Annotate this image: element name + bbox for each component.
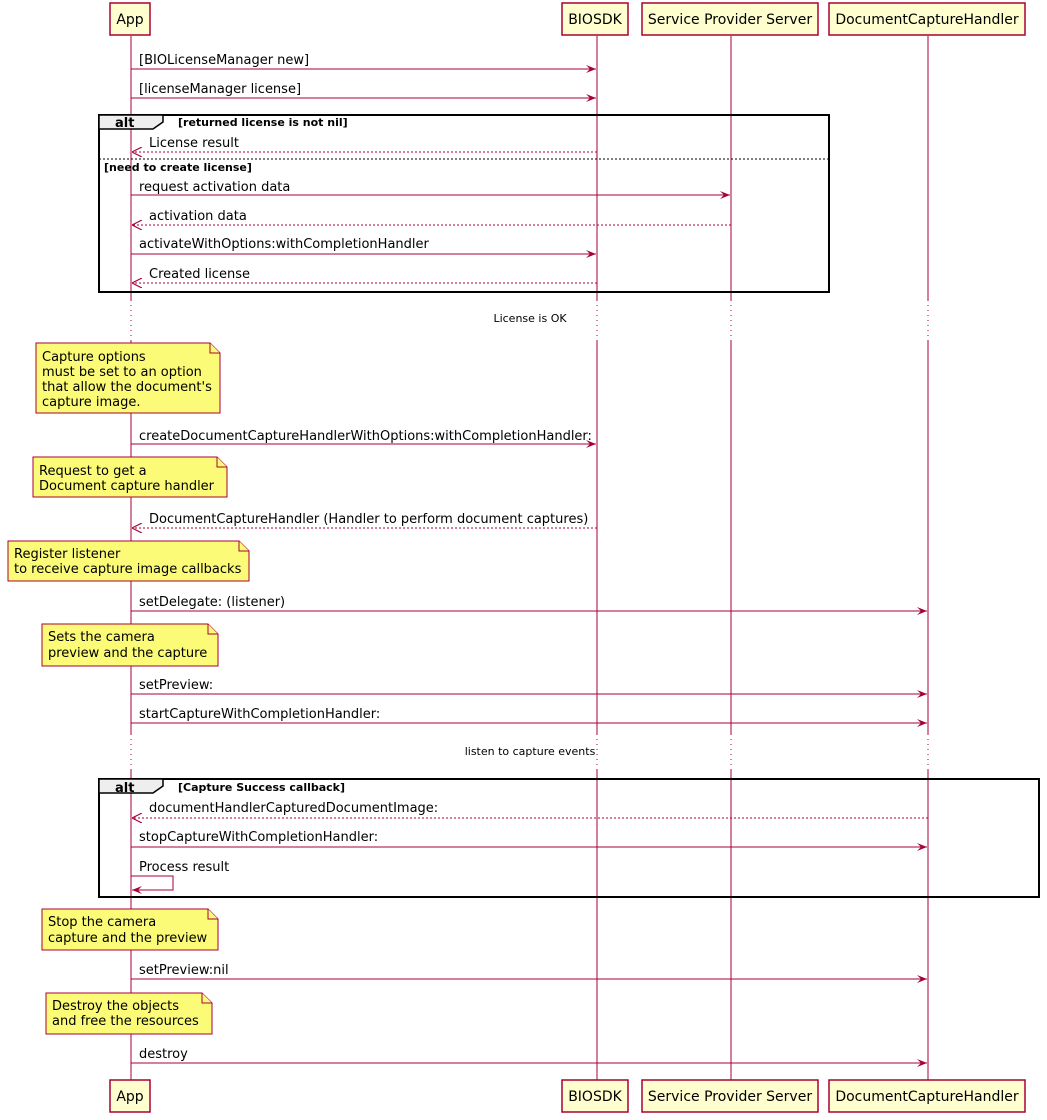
delay-listen-capture bbox=[100, 734, 960, 770]
participant-document-capture-handler-bottom bbox=[829, 1080, 1025, 1112]
message-request-activation-data bbox=[131, 180, 730, 195]
svg-text:Service Provider Server: Service Provider Server bbox=[647, 12, 813, 28]
svg-text:License result: License result bbox=[149, 136, 239, 151]
note-sets-camera-preview bbox=[42, 624, 218, 666]
message-stop-capture bbox=[131, 830, 927, 847]
message-created-license bbox=[132, 267, 597, 283]
delay-label: License is OK bbox=[493, 312, 567, 325]
note-request-handler bbox=[33, 457, 227, 497]
message-destroy bbox=[131, 1047, 927, 1063]
message-set-preview-nil bbox=[131, 963, 927, 979]
message-license-manager-license bbox=[131, 82, 596, 98]
message-set-delegate bbox=[131, 595, 927, 611]
alt-keyword: alt bbox=[115, 781, 135, 796]
message-process-result-self bbox=[131, 860, 229, 890]
svg-text:createDocumentCaptureHandlerWi: createDocumentCaptureHandlerWithOptions:withCompletionHandler: bbox=[139, 429, 592, 444]
svg-text:DocumentCaptureHandler (Handle: DocumentCaptureHandler (Handler to perform document captures) bbox=[149, 512, 589, 527]
svg-text:Stop the camera: Stop the camera bbox=[48, 915, 157, 930]
svg-text:activation data: activation data bbox=[149, 209, 247, 224]
note-register-listener bbox=[8, 541, 249, 581]
svg-text:App: App bbox=[116, 12, 144, 28]
message-license-manager-new bbox=[131, 53, 596, 69]
svg-text:Service Provider Server: Service Provider Server bbox=[647, 1089, 813, 1105]
participant-app-bottom bbox=[110, 1080, 150, 1112]
participant-biosdk-bottom bbox=[562, 1080, 628, 1112]
svg-text:and free the resources: and free the resources bbox=[52, 1014, 199, 1029]
svg-text:Request to get a: Request to get a bbox=[39, 464, 147, 479]
svg-text:Register listener: Register listener bbox=[14, 547, 121, 562]
svg-text:[BIOLicenseManager new]: [BIOLicenseManager new] bbox=[139, 53, 310, 68]
svg-text:Created license: Created license bbox=[149, 267, 250, 282]
message-activation-data bbox=[132, 209, 731, 225]
message-set-preview bbox=[131, 678, 927, 694]
svg-text:App: App bbox=[116, 1089, 144, 1105]
svg-text:destroy: destroy bbox=[139, 1047, 188, 1062]
delay-label: listen to capture events bbox=[464, 745, 596, 758]
svg-text:that allow the document's: that allow the document's bbox=[42, 380, 212, 395]
svg-text:Sets the camera: Sets the camera bbox=[48, 630, 155, 645]
svg-text:BIOSDK: BIOSDK bbox=[568, 1089, 622, 1105]
note-stop-camera bbox=[42, 909, 218, 950]
svg-text:DocumentCaptureHandler: DocumentCaptureHandler bbox=[835, 1089, 1019, 1105]
svg-text:BIOSDK: BIOSDK bbox=[568, 12, 622, 28]
message-start-capture bbox=[131, 707, 927, 723]
message-create-document-capture-handler bbox=[131, 429, 596, 444]
svg-text:Capture options: Capture options bbox=[42, 350, 146, 365]
svg-text:capture image.: capture image. bbox=[42, 395, 141, 410]
note-capture-options bbox=[36, 343, 220, 413]
svg-text:activateWithOptions:withComple: activateWithOptions:withCompletionHandler bbox=[139, 237, 429, 252]
alt-condition: [Capture Success callback] bbox=[178, 781, 346, 794]
message-license-result bbox=[132, 136, 597, 152]
svg-text:Process result: Process result bbox=[139, 860, 230, 875]
svg-text:capture and the preview: capture and the preview bbox=[48, 931, 208, 946]
message-document-capture-handler-returned bbox=[132, 512, 597, 528]
delay-license-ok bbox=[100, 300, 960, 340]
svg-text:preview and the capture: preview and the capture bbox=[48, 646, 208, 661]
svg-text:startCaptureWithCompletionHand: startCaptureWithCompletionHandler: bbox=[139, 707, 381, 722]
svg-text:DocumentCaptureHandler: DocumentCaptureHandler bbox=[835, 12, 1019, 28]
message-activate-with-options bbox=[131, 237, 596, 254]
svg-text:setPreview:nil: setPreview:nil bbox=[139, 963, 229, 978]
participant-service-provider-server-bottom bbox=[642, 1080, 818, 1112]
svg-text:[licenseManager license]: [licenseManager license] bbox=[139, 82, 302, 97]
participant-service-provider-server-top bbox=[642, 3, 818, 35]
alt-condition: [returned license is not nil] bbox=[178, 116, 348, 129]
svg-text:request activation data: request activation data bbox=[139, 180, 291, 195]
message-document-handler-captured-image bbox=[132, 801, 928, 818]
svg-text:must be set to an option: must be set to an option bbox=[42, 365, 202, 380]
participant-biosdk-top bbox=[562, 3, 628, 35]
svg-text:Destroy the objects: Destroy the objects bbox=[52, 999, 180, 1014]
svg-text:documentHandlerCapturedDocumen: documentHandlerCapturedDocumentImage: bbox=[149, 801, 439, 816]
svg-text:setDelegate: (listener): setDelegate: (listener) bbox=[139, 595, 286, 610]
note-destroy-objects bbox=[46, 993, 212, 1034]
participant-app-top bbox=[110, 3, 150, 35]
svg-text:stopCaptureWithCompletionHandl: stopCaptureWithCompletionHandler: bbox=[139, 830, 379, 845]
else-condition: [need to create license] bbox=[104, 161, 252, 174]
participant-document-capture-handler-top bbox=[829, 3, 1025, 35]
svg-text:to receive capture image callb: to receive capture image callbacks bbox=[14, 562, 242, 577]
svg-text:Document capture handler: Document capture handler bbox=[39, 479, 215, 494]
svg-text:setPreview:: setPreview: bbox=[139, 678, 214, 693]
alt-keyword: alt bbox=[115, 116, 135, 131]
